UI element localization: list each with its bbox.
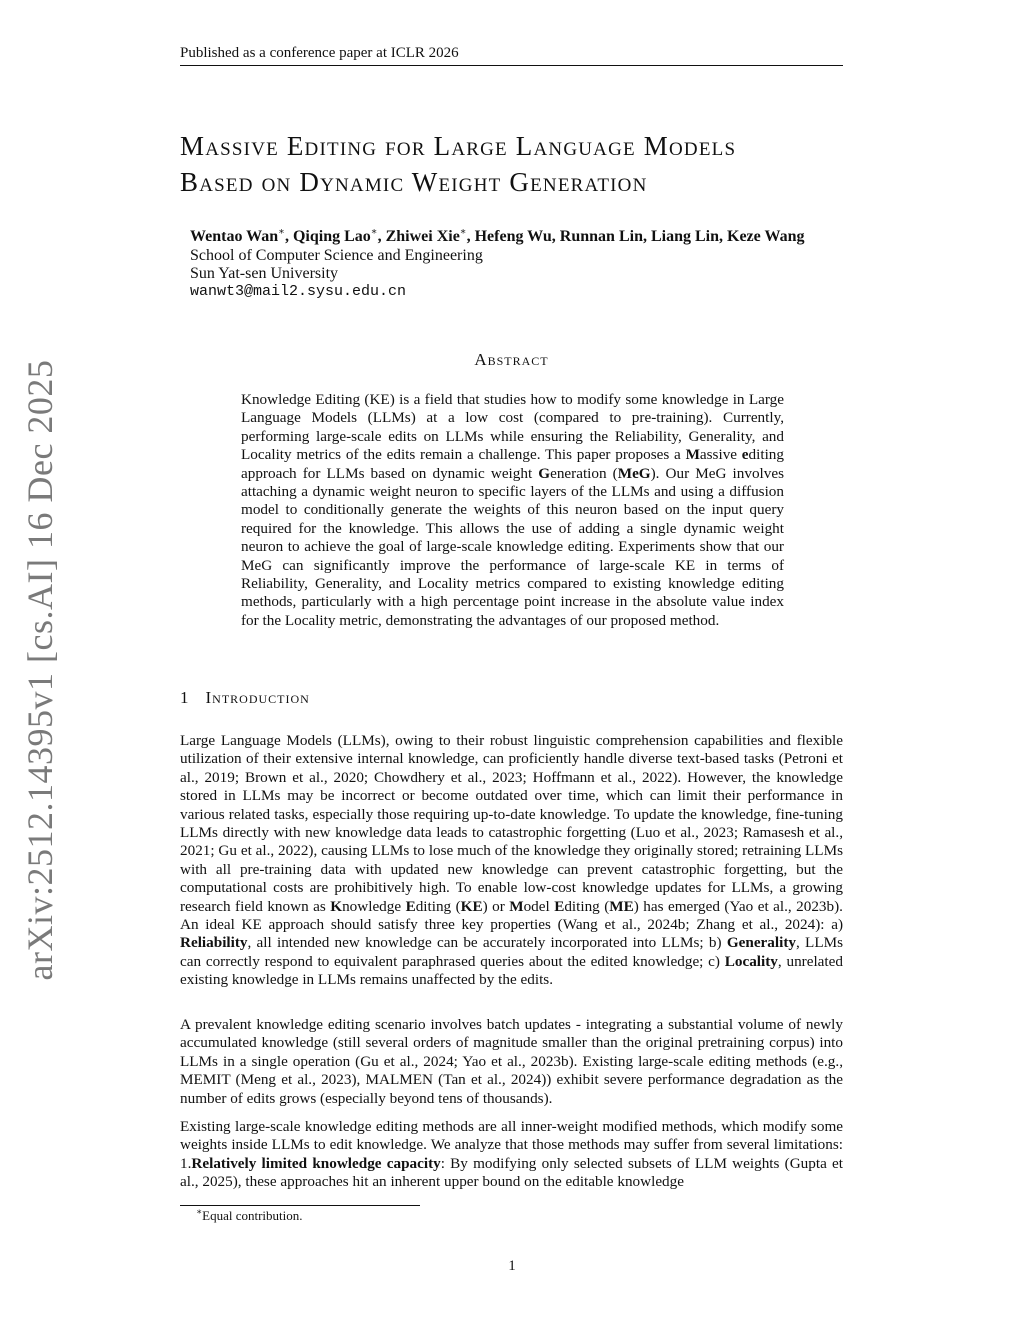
bold-run: Locality: [724, 952, 778, 970]
section-number: 1: [180, 688, 190, 707]
bold-run: G: [538, 464, 551, 482]
abstract-body: [241, 391, 784, 630]
author-name: Zhiwei Xie: [385, 228, 460, 245]
intro-paragraph-3: [180, 1118, 843, 1192]
author-email: wanwt3@mail2.sysu.edu.cn: [190, 283, 407, 300]
equal-contribution-mark: ∗: [370, 226, 378, 238]
author-name: Wentao Wan: [190, 228, 279, 245]
text-run: ). Our MeG involves attaching a dynamic weight neuron to specific layers of the LLMs and using a diffusion model to conditionally generate the weights of this neuron based on the input query required for the knowledge. This allows the use of adding a single dynamic weight neuron to achieve the goal of large-scale knowledge editing. Experiments show that our MeG can significantly improve the performance of large-scale KE in terms of Reliability, Generality, and Locality metrics compared to existing knowledge editing methods, particularly with a high percentage point increase in the absolute value index for the Locality metric, demonstrating the advantages of our proposed method.: [241, 464, 785, 629]
author-separator: ,: [719, 228, 727, 245]
footnote-text: Equal contribution.: [202, 1208, 303, 1223]
affiliation-university: Sun Yat-sen University: [190, 265, 339, 282]
author-separator: ,: [466, 228, 475, 245]
author-list: [190, 227, 850, 247]
text-run: , LLMs can correctly respond to equivalent paraphrased queries about the edited knowledge; c): [180, 934, 844, 970]
section-title: Introduction: [205, 688, 310, 707]
footnote: [196, 1208, 303, 1224]
paper-title-line-2: Based on Dynamic Weight Generation: [180, 167, 648, 197]
bold-run: M: [685, 446, 700, 464]
text-run: ) has emerged (Yao et al., 2023b). An ideal KE approach should satisfy three key properties (Wang et al., 2024b; Zhang et al., 2024): a): [180, 897, 843, 934]
running-header: Published as a conference paper at ICLR 2026: [180, 44, 843, 66]
bold-run: ME: [609, 897, 634, 915]
text-run: A prevalent knowledge editing scenario involves batch updates - integrating a substantial volume of newly accumulated knowledge (still several orders of magnitude smaller than the original pretraining corpus) into LLMs in a single operation (Gu et al., 2024; Yao et al., 2023b). Existing large-scale editing methods (e.g., MEMIT (Meng et al., 2023), MALMEN (Tan et al., 2024)) exhibit severe performance degradation as the number of edits grows (especially beyond tens of thousands).: [180, 1016, 843, 1107]
text-run: ) or: [482, 897, 510, 915]
author-name: Liang Lin: [650, 228, 719, 245]
bold-run: Reliability: [180, 934, 248, 952]
author-name: Keze Wang: [727, 228, 805, 245]
text-run: Large Language Models (LLMs), owing to their robust linguistic comprehension capabilities and flexible utilization of their extensive internal knowledge, can proficiently handle diverse text-based tasks (Petroni et al., 2019; Brown et al., 2020; Chowdhery et al., 2023; Hoffmann et al., 2022). However, the knowledge stored in LLMs may be incorrect or become outdated over time, which can limit their performance in various related tasks, especially those requiring up-to-date knowledge. To update the knowledge, fine-tuning LLMs directly with new knowledge data leads to catastrophic forgetting (Luo et al., 2023; Ramasesh et al., 2021; Gu et al., 2022), causing LLMs to lose much of the knowledge they originally stored; retraining LLMs with all pre-training data with updated new knowledge can prevent catastrophic forgetting, but the computational costs are prohibitively high. To enable low-cost knowledge updates for LLMs, a growing research field known as: [180, 732, 843, 915]
intro-paragraph-2: [180, 1016, 843, 1108]
text-run: diting (: [415, 897, 461, 915]
text-run: Existing large-scale knowledge editing methods are all inner-weight modified methods, which modify some weights inside LLMs to edit knowledge. We analyze that those methods may suffer from several limitations: 1.: [180, 1118, 843, 1172]
author-separator: ,: [284, 228, 293, 245]
paper-title-line-1: Massive Editing for Large Language Models: [180, 131, 737, 161]
bold-run: M: [509, 897, 524, 915]
text-run: diting (: [564, 897, 610, 915]
bold-run: e: [741, 446, 749, 464]
bold-run: E: [405, 897, 416, 915]
arxiv-stamp-text: arXiv:2512.14395v1 [cs.AI] 16 Dec 2025: [20, 359, 60, 981]
bold-run: KE: [460, 897, 483, 915]
author-name: Runnan Lin: [559, 228, 643, 245]
affiliation-department: School of Computer Science and Engineering: [190, 247, 483, 264]
text-run: nowledge: [342, 897, 406, 915]
bold-run: Generality: [726, 934, 796, 952]
text-run: Knowledge Editing (KE) is a field that studies how to modify some knowledge in Large Language Models (LLMs) at a low cost (compared to pre-training). Currently, performing large-scale edits on LLMs while ensuring the Reliability, Generality, and Locality metrics of the edits remain a challenge. This paper proposes a: [241, 391, 784, 464]
bold-run: Relatively limited knowledge capacity: [191, 1154, 441, 1172]
bold-run: MeG: [617, 464, 651, 482]
text-run: odel: [523, 897, 555, 915]
abstract-heading: Abstract: [474, 350, 549, 369]
intro-paragraph-1: [180, 732, 843, 990]
footnote-mark: ∗: [196, 1206, 203, 1217]
bold-run: K: [330, 897, 343, 915]
text-run: : By modifying only selected subsets of LLM weights (Gupta et al., 2025), these approaches hit an inherent upper bound on the editable knowledge: [180, 1154, 843, 1191]
equal-contribution-mark: ∗: [459, 226, 467, 238]
text-run: , all intended new knowledge can be accurately incorporated into LLMs; b): [247, 934, 727, 952]
author-separator: ,: [642, 228, 651, 245]
author-name: Qiqing Lao: [292, 228, 371, 245]
page-number: 1: [508, 1258, 516, 1274]
text-run: diting approach for LLMs based on dynamic weight: [241, 446, 784, 482]
arxiv-stamp: [0, 359, 80, 981]
author-separator: ,: [551, 228, 560, 245]
equal-contribution-mark: ∗: [278, 226, 285, 238]
text-run: assive: [699, 446, 742, 464]
bold-run: E: [554, 897, 565, 915]
footnote-rule: [180, 1205, 420, 1206]
section-heading-introduction: [180, 688, 310, 708]
text-run: , unrelated existing knowledge in LLMs remains unaffected by the edits.: [180, 952, 843, 989]
text-run: eneration (: [550, 464, 618, 482]
author-name: Hefeng Wu: [474, 228, 552, 245]
author-separator: ,: [377, 228, 386, 245]
